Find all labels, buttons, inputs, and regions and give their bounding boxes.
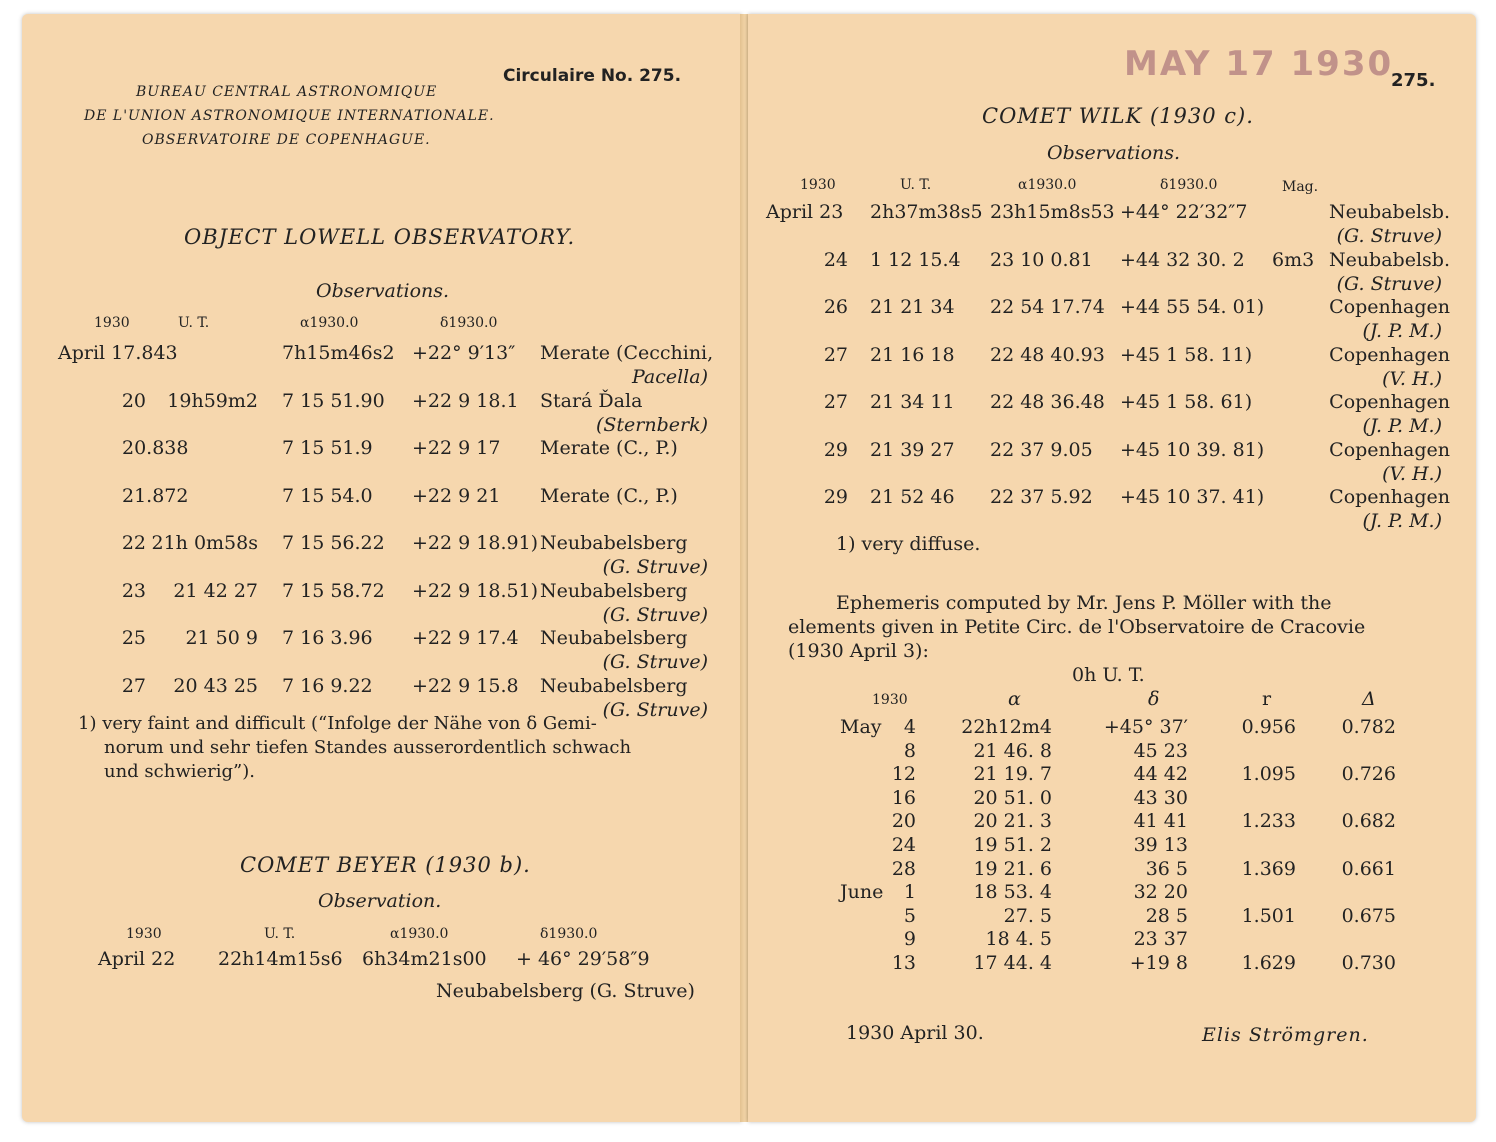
ephem-row-month: June: [840, 881, 884, 904]
wilk-row-date: 27: [823, 343, 848, 366]
ephem-row-alpha: 21 19. 7: [973, 763, 1052, 786]
wilk-row-ut: 21 39 27: [870, 438, 955, 461]
ephem-row-r: 1.369: [1241, 857, 1296, 880]
ephem-row-delta: 43 30: [1133, 786, 1188, 809]
wilk-row-dec: +45 1 58. 11): [1120, 343, 1253, 366]
ephem-row-alpha: 17 44. 4: [973, 952, 1052, 974]
lowell-row-observer: Neubabelsberg: [540, 674, 688, 697]
lowell-row-dec: +22 9 18.91): [412, 532, 539, 554]
ephem-row-delta: 45 23: [1133, 739, 1188, 762]
ephemeris-intro-1: Ephemeris computed by Mr. Jens P. Möller with the: [836, 592, 1332, 614]
wilk-head-mag: Mag.: [1282, 179, 1319, 195]
ephem-head-r: r: [1262, 688, 1272, 710]
wilk-row-mag: 6m3: [1272, 248, 1315, 271]
wilk-row-dec: +44 55 54. 01): [1120, 296, 1265, 318]
ephem-row-alpha: 21 46. 8: [973, 739, 1052, 762]
ephem-row-r: 1.501: [1241, 904, 1296, 927]
beyer-dec: + 46° 29′58″9: [516, 948, 650, 970]
wilk-head-ut: U. T.: [900, 177, 932, 193]
wilk-row-ut: 21 21 34: [870, 296, 955, 318]
lowell-row-ra: 7h15m46s2: [282, 342, 395, 364]
lowell-head-ut: U. T.: [178, 315, 210, 331]
lowell-footnote-3: und schwierig”).: [104, 761, 255, 782]
beyer-head-delta: δ1930.0: [540, 926, 598, 942]
ephem-row-Delta: 0.682: [1341, 810, 1396, 833]
ephem-row-r: 1.095: [1241, 763, 1296, 786]
lowell-subtitle: Observations.: [316, 280, 450, 302]
ephem-row-alpha: 18 4. 5: [985, 928, 1052, 951]
wilk-row-dec: +44° 22′32″7: [1120, 201, 1248, 223]
ephem-head-delta: δ: [1148, 688, 1160, 710]
lowell-row-observer-detail: Pacella): [631, 366, 708, 388]
lowell-footnote-1: 1) very faint and difficult (“Infolge der Nähe von δ Gemi-: [78, 713, 597, 734]
wilk-row-dec: +45 10 39. 81): [1120, 438, 1265, 461]
ephem-row-day: 12: [891, 763, 916, 786]
wilk-row-observer-detail: (V. H.): [1382, 367, 1442, 390]
beyer-observer: Neubabelsberg (G. Struve): [436, 980, 695, 1002]
lowell-row-dec: +22 9 18.51): [412, 579, 539, 602]
wilk-row-ra: 22 48 40.93: [990, 343, 1105, 366]
wilk-row-observer-detail: (G. Struve): [1336, 225, 1442, 247]
lowell-row-ut: 21 42 27: [173, 579, 258, 602]
lowell-row-observer-detail: (G. Struve): [602, 651, 708, 673]
wilk-row-observer-detail: (J. P. M.): [1362, 510, 1442, 532]
ephemeris-intro-2: elements given in Petite Circ. de l'Observatoire de Cracovie: [788, 616, 1366, 638]
wilk-row-observer: Copenhagen: [1329, 343, 1450, 366]
bureau-line-1: BUREAU CENTRAL ASTRONOMIQUE: [136, 84, 438, 100]
ephem-row-delta: +19 8: [1129, 952, 1188, 974]
lowell-row-dec: +22 9 17.4: [412, 627, 519, 649]
wilk-row-observer-detail: (J. P. M.): [1362, 415, 1442, 437]
beyer-date: April 22: [98, 948, 176, 970]
lowell-row-ut: 21h 0m58s: [151, 532, 258, 554]
wilk-row-ut: 21 34 11: [870, 391, 955, 413]
ephem-row-delta: 28 5: [1145, 904, 1188, 927]
ephem-row-day: 20: [891, 810, 916, 833]
beyer-title: COMET BEYER (1930 b).: [240, 853, 531, 877]
wilk-head-delta: δ1930.0: [1160, 177, 1218, 193]
ephem-row-alpha: 19 21. 6: [973, 857, 1052, 880]
wilk-row-date: April 23: [766, 201, 844, 223]
ephem-row-alpha: 20 21. 3: [973, 810, 1052, 833]
wilk-row-observer: Copenhagen: [1329, 296, 1450, 318]
wilk-title: COMET WILK (1930 c).: [982, 104, 1254, 128]
wilk-row-observer: Copenhagen: [1329, 438, 1450, 461]
beyer-ut: 22h14m15s6: [218, 948, 343, 970]
ephem-row-day: 4: [903, 716, 916, 738]
lowell-row-date: 20.838: [122, 437, 189, 459]
ephem-row-delta: 39 13: [1133, 834, 1188, 856]
lowell-row-dec: +22 9 17: [412, 437, 501, 459]
ephem-row-day: 16: [891, 786, 916, 809]
wilk-row-observer-detail: (G. Struve): [1336, 272, 1442, 295]
ephem-row-month: May: [840, 716, 882, 738]
bureau-line-3: OBSERVATOIRE DE COPENHAGUE.: [142, 132, 431, 148]
ephem-row-day: 9: [903, 928, 916, 951]
ephem-head-Delta: Δ: [1362, 688, 1376, 710]
wilk-row-ra: 22 54 17.74: [990, 296, 1105, 318]
wilk-row-observer: Neubabelsb.: [1328, 201, 1450, 223]
lowell-head-delta: δ1930.0: [440, 315, 498, 331]
wilk-row-dec: +45 10 37. 41): [1120, 486, 1265, 508]
lowell-row-observer-detail: (G. Struve): [602, 698, 708, 721]
lowell-row-ra: 7 15 56.22: [282, 532, 385, 554]
ephem-row-day: 8: [903, 739, 916, 762]
circular-number: Circulaire No. 275.: [503, 66, 682, 86]
lowell-row-date: 22: [121, 532, 146, 554]
lowell-row-date: 23: [121, 579, 146, 602]
lowell-row-observer: Merate (C., P.): [540, 437, 678, 459]
ephem-row-day: 24: [891, 834, 916, 856]
date-line: 1930 April 30.: [846, 1022, 984, 1044]
lowell-row-observer-detail: (G. Struve): [602, 556, 708, 578]
ephemeris-ut-label: 0h U. T.: [1072, 664, 1145, 686]
wilk-row-observer: Neubabelsb.: [1328, 248, 1450, 271]
lowell-row-observer-detail: (Sternberk): [595, 413, 708, 436]
ephem-row-Delta: 0.661: [1341, 857, 1396, 880]
ephem-row-delta: 44 42: [1133, 763, 1188, 786]
ephem-row-Delta: 0.675: [1341, 904, 1396, 927]
signature: Elis Strömgren.: [1202, 1024, 1369, 1046]
lowell-row-dec: +22 9 18.1: [412, 389, 519, 412]
wilk-row-date: 26: [823, 296, 848, 318]
bureau-line-2: DE L'UNION ASTRONOMIQUE INTERNATIONALE.: [84, 108, 495, 124]
wilk-row-ut: 21 52 46: [870, 486, 955, 508]
lowell-row-ra: 7 16 9.22: [282, 674, 373, 697]
ephem-row-Delta: 0.782: [1341, 716, 1396, 738]
ephem-row-alpha: 18 53. 4: [973, 881, 1052, 904]
ephem-row-Delta: 0.726: [1341, 763, 1396, 786]
beyer-subtitle: Observation.: [318, 890, 442, 912]
ephem-row-r: 0.956: [1241, 716, 1296, 738]
lowell-row-ut: 21 50 9: [185, 627, 258, 649]
ephem-row-delta: +45° 37′: [1103, 716, 1188, 738]
ephem-row-day: 5: [903, 904, 916, 927]
ephem-row-alpha: 22h12m4: [961, 716, 1052, 738]
wilk-head-alpha: α1930.0: [1018, 177, 1077, 193]
date-stamp: MAY 17 1930: [1124, 44, 1394, 84]
beyer-head-ut: U. T.: [264, 926, 296, 942]
lowell-row-date: 21.872: [122, 484, 189, 507]
beyer-head-year: 1930: [126, 926, 162, 942]
ephem-row-delta: 41 41: [1133, 810, 1188, 833]
lowell-row-observer-detail: (G. Struve): [602, 603, 708, 626]
wilk-row-ra: 22 37 9.05: [990, 438, 1093, 461]
wilk-footnote: 1) very diffuse.: [836, 533, 981, 555]
ephem-row-delta: 36 5: [1145, 857, 1188, 880]
wilk-row-observer: Copenhagen: [1329, 486, 1450, 508]
wilk-row-ra: 22 48 36.48: [990, 391, 1105, 413]
lowell-row-date: 27: [121, 674, 146, 697]
lowell-row-observer: Stará Ďala: [540, 389, 643, 412]
ephem-row-r: 1.629: [1241, 952, 1296, 974]
wilk-row-observer: Copenhagen: [1329, 391, 1450, 413]
ephem-row-alpha: 20 51. 0: [973, 786, 1052, 809]
ephem-row-day: 28: [891, 857, 916, 880]
wilk-row-ut: 21 16 18: [870, 343, 955, 366]
lowell-row-observer: Merate (Cecchini,: [540, 342, 714, 364]
wilk-row-dec: +45 1 58. 61): [1120, 391, 1253, 413]
lowell-row-observer: Neubabelsberg: [540, 579, 688, 602]
ephem-row-delta: 32 20: [1133, 881, 1188, 904]
lowell-row-dec: +22 9 21: [412, 484, 501, 507]
lowell-row-date: April 17.843: [58, 342, 178, 364]
ephem-head-alpha: α: [1008, 688, 1021, 710]
lowell-row-observer: Neubabelsberg: [540, 532, 688, 554]
ephem-head-year: 1930: [872, 692, 908, 708]
lowell-row-ut: 20 43 25: [173, 674, 258, 697]
wilk-row-date: 29: [823, 486, 848, 508]
wilk-row-ut: 2h37m38s5: [870, 201, 983, 223]
lowell-row-ra: 7 15 54.0: [282, 484, 373, 507]
lowell-row-ra: 7 15 51.90: [282, 389, 385, 412]
page-number: 275.: [1391, 70, 1436, 91]
wilk-head-year: 1930: [800, 177, 836, 193]
lowell-row-ra: 7 15 51.9: [282, 437, 373, 459]
wilk-row-date: 27: [823, 391, 848, 413]
beyer-head-alpha: α1930.0: [390, 926, 449, 942]
wilk-row-ra: 23 10 0.81: [990, 248, 1093, 271]
lowell-head-alpha: α1930.0: [300, 315, 359, 331]
ephem-row-alpha: 19 51. 2: [973, 834, 1052, 856]
wilk-row-ut: 1 12 15.4: [870, 248, 961, 271]
lowell-row-observer: Merate (C., P.): [540, 484, 678, 507]
ephemeris-intro-3: (1930 April 3):: [788, 640, 929, 662]
ephem-row-alpha: 27. 5: [1003, 904, 1052, 927]
wilk-row-observer-detail: (J. P. M.): [1362, 320, 1442, 342]
lowell-row-date: 25: [121, 627, 146, 649]
wilk-row-ra: 22 37 5.92: [990, 486, 1093, 508]
lowell-title: OBJECT LOWELL OBSERVATORY.: [184, 225, 576, 249]
beyer-ra: 6h34m21s00: [362, 948, 487, 970]
ephem-row-r: 1.233: [1241, 810, 1296, 833]
wilk-row-date: 29: [823, 438, 848, 461]
ephem-row-delta: 23 37: [1133, 928, 1188, 951]
ephem-row-Delta: 0.730: [1341, 952, 1396, 974]
wilk-row-observer-detail: (V. H.): [1382, 462, 1442, 485]
wilk-row-date: 24: [823, 248, 848, 271]
lowell-row-dec: +22 9 15.8: [412, 674, 519, 697]
ephem-row-day: 1: [903, 881, 916, 904]
ephem-row-day: 13: [891, 952, 916, 974]
lowell-row-ra: 7 16 3.96: [282, 627, 373, 649]
wilk-subtitle: Observations.: [1047, 142, 1181, 164]
wilk-row-dec: +44 32 30. 2: [1120, 248, 1245, 271]
lowell-row-ut: 19h59m2: [167, 389, 258, 412]
lowell-row-ra: 7 15 58.72: [282, 579, 385, 602]
lowell-row-dec: +22° 9′13″: [412, 342, 516, 364]
lowell-row-observer: Neubabelsberg: [540, 627, 688, 649]
lowell-head-year: 1930: [94, 315, 130, 331]
wilk-row-ra: 23h15m8s53: [990, 201, 1115, 223]
lowell-row-date: 20: [121, 389, 146, 412]
lowell-footnote-2: norum und sehr tiefen Standes ausserordentlich schwach: [104, 737, 632, 758]
